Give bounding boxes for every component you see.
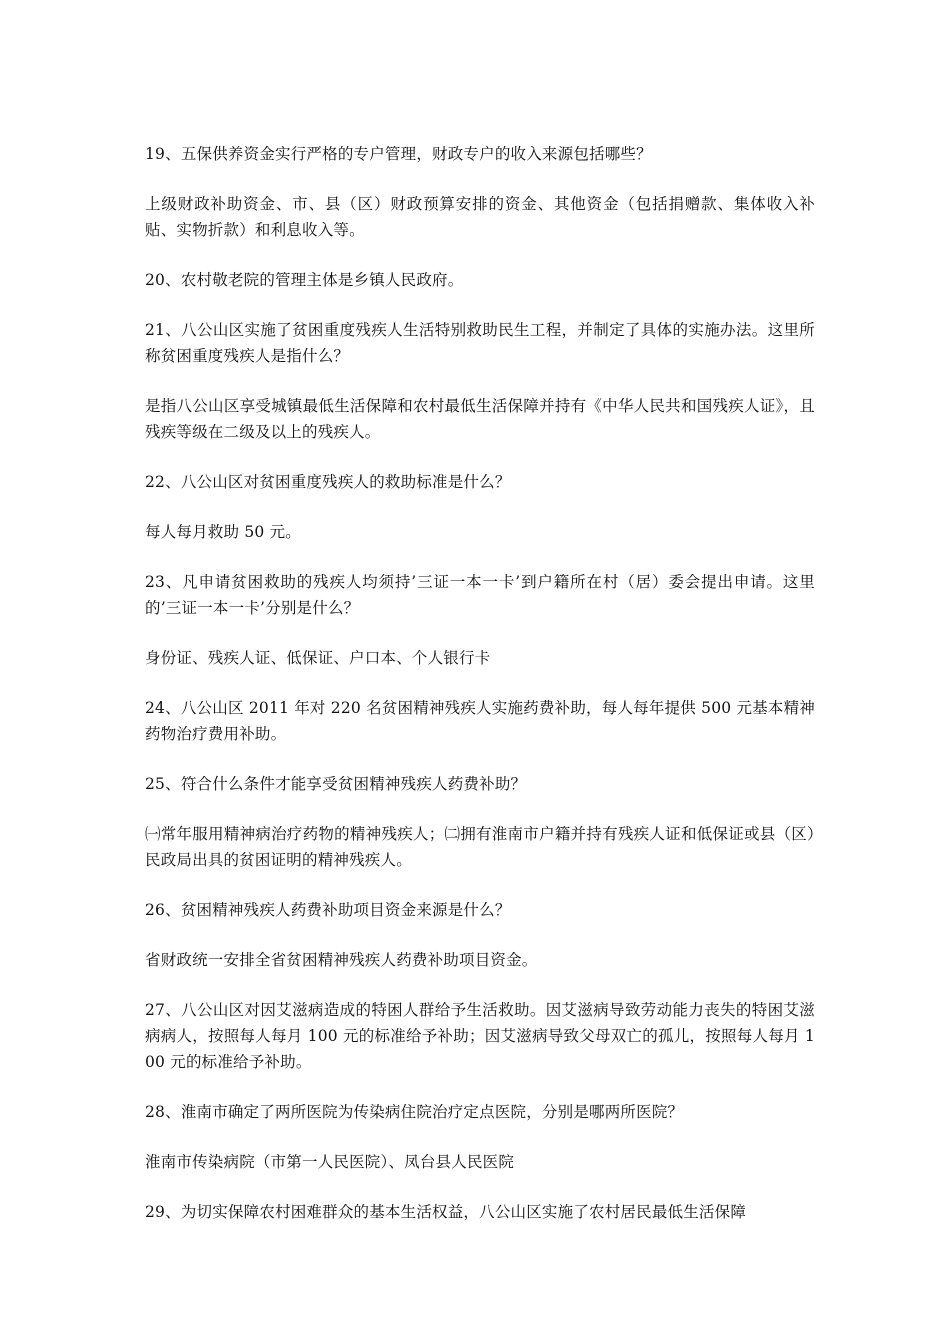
answer-22: 每人每月救助 50 元。 [145,523,301,541]
answer-26: 省财政统一安排全省贫困精神残疾人药费补助项目资金。 [145,951,538,969]
statement-29: 29、为切实保障农村困难群众的基本生活权益，八公山区实施了农村居民最低生活保障 [145,1203,747,1221]
question-25: 25、符合什么条件才能享受贫困精神残疾人药费补助？ [145,775,527,793]
document-body [145,141,815,1249]
question-21: 21、八公山区实施了贫困重度残疾人生活特别救助民生工程，并制定了具体的实施办法。这里所称贫困重度残疾人是指什么？ [145,321,815,365]
question-23: 23、凡申请贫困救助的残疾人均须持’三证一本一卡’到户籍所在村（居）委会提出申请。这里的’三证一本一卡’分别是什么？ [145,573,815,617]
question-19: 19、五保供养资金实行严格的专户管理，财政专户的收入来源包括哪些？ [145,145,652,163]
answer-21: 是指八公山区享受城镇最低生活保障和农村最低生活保障并持有《中华人民共和国残疾人证》，且残疾等级在二级及以上的残疾人。 [145,397,815,441]
question-28: 28、淮南市确定了两所医院为传染病住院治疗定点医院，分别是哪两所医院？ [145,1103,684,1121]
answer-28: 淮南市传染病院（市第一人民医院）、凤台县人民医院 [145,1153,515,1171]
statement-20: 20、农村敬老院的管理主体是乡镇人民政府。 [145,271,464,289]
answer-25: ㈠常年服用精神病治疗药物的精神残疾人；㈡拥有淮南市户籍并持有残疾人证和低保证或县（区）民政局出具的贫困证明的精神残疾人。 [145,825,815,869]
answer-23: 身份证、残疾人证、低保证、户口本、个人银行卡 [145,649,491,667]
statement-24: 24、八公山区 2011 年对 220 名贫困精神残疾人实施药费补助，每人每年提供 500 元基本精神药物治疗费用补助。 [145,699,815,743]
question-22: 22、八公山区对贫困重度残疾人的救助标准是什么？ [145,473,511,491]
statement-27: 27、八公山区对因艾滋病造成的特困人群给予生活救助。因艾滋病导致劳动能力丧失的特困艾滋病病人，按照每人每月 100 元的标准给予补助；因艾滋病导致父母双亡的孤儿，按照每人每月 100 元的标准给予补助。 [145,1001,815,1071]
question-26: 26、贫困精神残疾人药费补助项目资金来源是什么？ [145,901,511,919]
answer-19: 上级财政补助资金、市、县（区）财政预算安排的资金、其他资金（包括捐赠款、集体收入补贴、实物折款）和利息收入等。 [145,195,815,239]
